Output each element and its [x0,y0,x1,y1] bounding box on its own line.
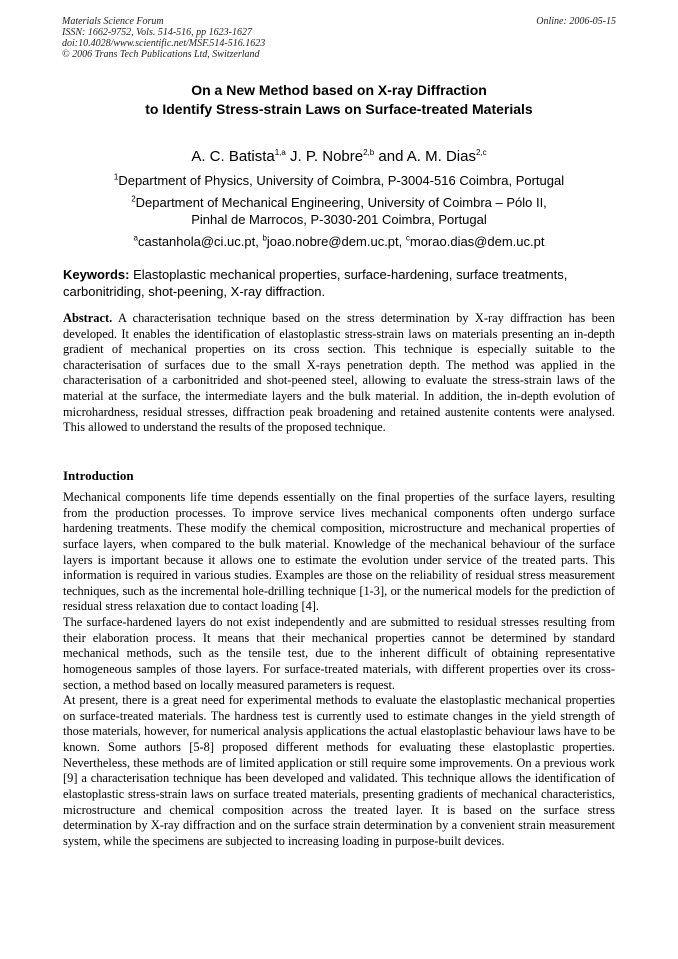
online-date: Online: 2006-05-15 [536,16,616,27]
abstract-label: Abstract. [63,311,113,325]
paper-title [40,81,638,119]
author-sup: 2,c [475,148,487,157]
copyright-line: © 2006 Trans Tech Publications Ltd, Switzerland [62,49,260,60]
author-sup: 1,a [274,148,286,157]
abstract-block [63,311,615,436]
author-sep: and [374,148,407,165]
introduction-body [63,490,615,849]
aff-sup: 2 [131,194,136,204]
section-heading: Introduction [63,468,134,483]
author-list [40,147,638,166]
title-line-2: to Identify Stress-strain Laws on Surface-treated Materials [145,101,533,117]
email-sup: a [133,233,138,243]
author-name: J. P. Nobre [290,148,364,165]
aff-text-2: Pinhal de Marrocos, P-3030-201 Coimbra, Portugal [191,212,487,227]
aff-sup: 1 [113,172,119,182]
email-link[interactable]: morao.dias@dem.uc.pt [409,234,545,249]
paragraph: The surface-hardened layers do not exist independently and are submitted to residual stresses resulting from their elaboration process. It means that their mechanical properties cannot be determined by standard mechanical methods, such as the tensile test, due to the inherent difficult of obtaining representative homogeneous samples of those layers. For surface-treated materials, with different properties over its cross-section, a method based on locally measured parameters is request. [63,615,615,692]
paragraph: Mechanical components life time depends essentially on the final properties of the surface layers, resulting from the production processes. To improve service lives mechanical components often undergo surface hardening treatments. These modify the chemical composition, microstructure and mechanical properties of surface layers, when compared to the bulk material. Knowledge of the mechanical behaviour of the surface layers is important because it allows one to estimate the evolution under service of the treated parts. This information is required in various studies. Examples are those on the reliability of residual stress measurement techniques, such as the incremental hole-drilling technique [1-3], or the numerical models for the prediction of residual stress relaxation due to contact loading [4]. [63,490,615,614]
author-emails [40,233,638,250]
email-sup: c [405,233,410,243]
doi-line[interactable]: doi:10.4028/www.scientific.net/MSF.514-516.1623 [62,38,266,49]
affiliation-1 [40,172,638,189]
affiliation-2 [40,194,638,228]
email-link[interactable]: joao.nobre@dem.uc.pt, [266,234,406,249]
aff-text: Department of Physics, University of Coimbra, P-3004-516 Coimbra, Portugal [118,173,565,188]
email-sup: b [262,233,267,243]
journal-name: Materials Science Forum [62,16,164,27]
title-line-1: On a New Method based on X-ray Diffraction [191,82,487,98]
email-link[interactable]: castanhola@ci.uc.pt, [137,234,263,249]
keywords-block [63,266,615,300]
author-name: A. M. Dias [406,148,476,165]
aff-text: Department of Mechanical Engineering, University of Coimbra – Pólo II, [135,195,547,210]
publication-header [62,16,616,60]
keywords-text: Elastoplastic mechanical properties, surface-hardening, surface treatments, carbonitriding, shot-peening, X-ray diffraction. [63,267,568,299]
author-sup: 2,b [363,148,375,157]
keywords-label: Keywords: [63,267,130,282]
paragraph: At present, there is a great need for experimental methods to evaluate the elastoplastic mechanical properties on surface-treated materials. The hardness test is currently used to estimate changes in the yield strength of those materials, however, for numerical analysis applications the actual elastoplastic behaviour laws have to be known. Some authors [5-8] proposed different methods for evaluating these elastoplastic properties. Nevertheless, these methods are of limited application or still require some improvements. On a previous work [9] a characterisation technique has been developed and validated. This technique allows the identification of elastoplastic stress-strain laws on surface treated materials, presenting gradients of mechanical characteristics, microstructure and chemical composition across the treated layer. It is based on the surface stress determination by X-ray diffraction and on the surface strain determination by a convenient strain measurement system, while the specimens are subjected to increasing loading in purpose-built devices. [63,693,615,848]
abstract-text: A characterisation technique based on the stress determination by X-ray diffraction has been developed. It enables the identification of elastoplastic stress-strain laws on materials presenting an in-depth gradient of mechanical properties on its cross section. This technique is especially suitable to the characterisation of surfaces due to the small X-rays penetration depth. The method was applied in the characterisation of a carbonitrided and shot-peened steel, allowing to evaluate the stress-strain laws of the material at the surface, the intermediate layers and the bulk material. In addition, the in-depth evolution of microhardness, residual stresses, diffraction peak broadening and retained austenite contents were analysed. This allowed to understand the results of the proposed technique. [63,311,615,435]
issn-line: ISSN: 1662-9752, Vols. 514-516, pp 1623-1627 [62,27,252,38]
author-name: A. C. Batista [191,148,275,165]
